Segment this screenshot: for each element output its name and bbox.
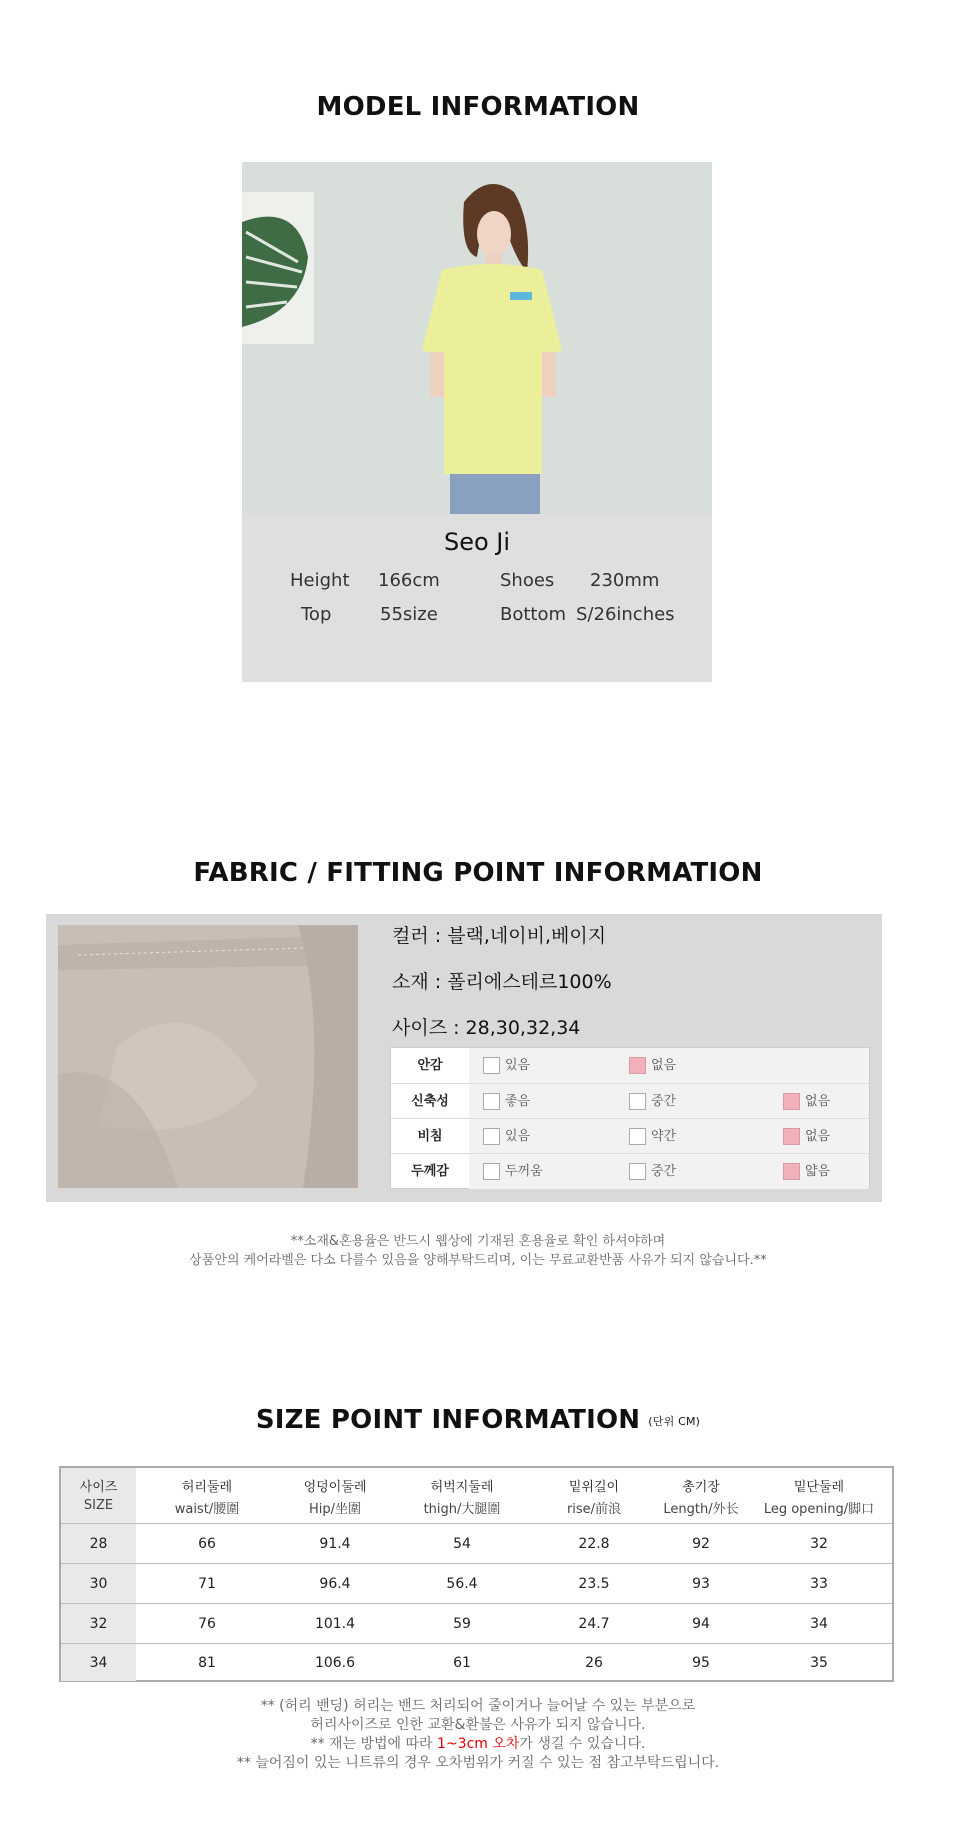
- fit-label: 신축성: [411, 1094, 449, 1109]
- checkbox-checked-icon: [629, 1057, 646, 1074]
- model-name: Seo Ji: [443, 528, 511, 556]
- model-photo: [242, 162, 712, 514]
- fit-label: 비침: [417, 1129, 443, 1144]
- size-footnote-4: ** 늘어짐이 있는 니트류의 경우 오차범위가 커질 수 있는 점 참고부탁드립니다.: [236, 1755, 720, 1771]
- table-row: 34 81 106.6 61 26 95 35: [61, 1643, 892, 1681]
- size-footnote-3: ** 재는 방법에 따라 1~3cm 오차가 생길 수 있습니다.: [310, 1736, 646, 1752]
- checkbox-icon: [483, 1057, 500, 1074]
- fit-option: 없음: [783, 1092, 830, 1112]
- checkbox-checked-icon: [783, 1128, 800, 1145]
- table-row: 32 76 101.4 59 24.7 94 34: [61, 1603, 892, 1644]
- fit-label: 안감: [417, 1058, 443, 1073]
- fit-option: 없음: [783, 1127, 830, 1147]
- bottom-label: Bottom: [500, 604, 567, 625]
- height-label: Height: [290, 570, 350, 591]
- fit-row-stretch: [391, 1083, 869, 1119]
- fit-option: 있음: [483, 1056, 530, 1076]
- fabric-material: 소재 : 폴리에스테르100%: [392, 971, 612, 993]
- size-table: [59, 1466, 894, 1682]
- fit-row-lining: [391, 1048, 869, 1083]
- checkbox-checked-icon: [783, 1163, 800, 1180]
- top-value: 55size: [380, 604, 438, 625]
- fit-option: 중간: [629, 1092, 676, 1112]
- table-row: 30 71 96.4 56.4 23.5 93 33: [61, 1563, 892, 1604]
- fit-option: 두꺼움: [483, 1162, 543, 1182]
- fabric-notice-1: **소재&혼용율은 반드시 웹상에 기재된 혼용율로 확인 하셔야하며: [290, 1234, 666, 1249]
- fabric-photo: [58, 925, 358, 1188]
- checkbox-icon: [483, 1163, 500, 1180]
- size-footnote-1: ** (허리 밴딩) 허리는 밴드 처리되어 줄이거나 늘어날 수 있는 부분으로: [260, 1698, 696, 1714]
- fabric-notice-2: 상품안의 케어라벨은 다소 다를수 있음을 양해부탁드리며, 이는 무료교환반품 사유가 되지 않습니다.**: [189, 1253, 767, 1268]
- checkbox-icon: [629, 1163, 646, 1180]
- fit-option: 얇음: [783, 1162, 830, 1182]
- size-footnote-2: 허리사이즈로 인한 교환&환불은 사유가 되지 않습니다.: [310, 1717, 646, 1733]
- checkbox-icon: [483, 1093, 500, 1110]
- checkbox-icon: [629, 1128, 646, 1145]
- checkbox-icon: [629, 1093, 646, 1110]
- top-label: Top: [301, 604, 332, 625]
- fit-option: 중간: [629, 1162, 676, 1182]
- bottom-value: S/26inches: [576, 604, 675, 625]
- size-unit: (단위 CM): [648, 1414, 701, 1428]
- model-info-panel: [242, 514, 712, 682]
- model-section-title: MODEL INFORMATION: [316, 92, 640, 122]
- fit-option: 없음: [629, 1056, 676, 1076]
- fitting-table: [390, 1047, 870, 1189]
- error-range-highlight: 1~3cm 오차: [437, 1736, 520, 1752]
- size-section-title: SIZE POINT INFORMATION (단위 CM): [255, 1405, 701, 1435]
- table-header-row: 사이즈 SIZE 허리둘레 waist/腰圍 엉덩이둘레 Hip/坐圍 허벅지둘레 thigh/大腿圍 밑위길이 rise/前浪 총기장 Length/外长 밑단둘레 Leg opening/脚口: [61, 1468, 892, 1523]
- fit-row-thickness: [391, 1153, 869, 1189]
- checkbox-icon: [483, 1128, 500, 1145]
- fit-option: 있음: [483, 1127, 530, 1147]
- fit-option: 약간: [629, 1127, 676, 1147]
- fit-option: 좋음: [483, 1092, 530, 1112]
- checkbox-checked-icon: [783, 1093, 800, 1110]
- fabric-color: 컬러 : 블랙,네이비,베이지: [392, 925, 607, 947]
- height-value: 166cm: [378, 570, 440, 591]
- shoes-value: 230mm: [590, 570, 660, 591]
- table-row: 28 66 91.4 54 22.8 92 32: [61, 1523, 892, 1564]
- fit-row-sheerness: [391, 1118, 869, 1154]
- fabric-sizes: 사이즈 : 28,30,32,34: [392, 1017, 581, 1039]
- fit-label: 두께감: [411, 1164, 449, 1179]
- shoes-label: Shoes: [500, 570, 555, 591]
- fabric-section-title: FABRIC / FITTING POINT INFORMATION: [193, 858, 763, 888]
